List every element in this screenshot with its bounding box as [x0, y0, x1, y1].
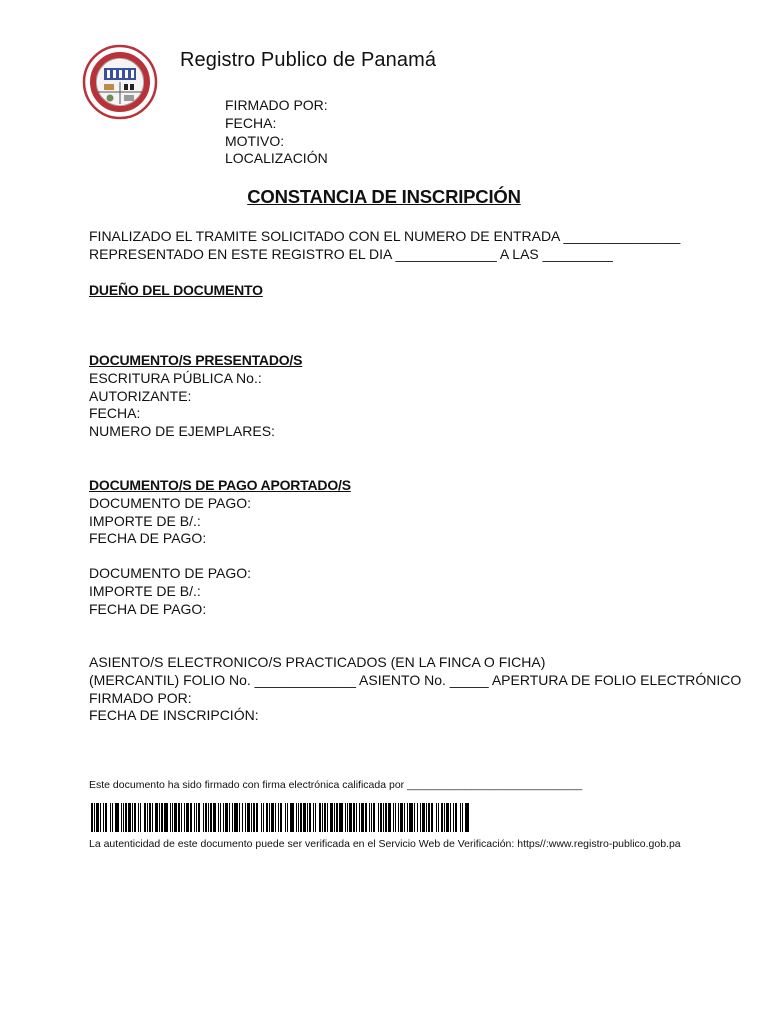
barcode-bar — [347, 803, 348, 832]
barcode-bar — [420, 803, 421, 832]
barcode-bar — [330, 803, 333, 832]
barcode-bar — [428, 803, 430, 832]
barcode-bar — [100, 803, 101, 832]
barcode-bar — [225, 803, 228, 832]
barcode-bar — [336, 803, 338, 832]
barcode-bar — [398, 803, 399, 832]
barcode-bar — [105, 803, 107, 832]
barcode-bar — [147, 803, 148, 832]
barcode-bar — [371, 803, 372, 832]
barcode-bar — [263, 803, 264, 832]
barcode-bar — [196, 803, 197, 832]
barcode-bar — [138, 803, 139, 832]
barcode-bar — [365, 803, 367, 832]
barcode-bar — [132, 803, 133, 832]
barcode-bar — [253, 803, 255, 832]
barcode-bar — [319, 803, 321, 832]
payment-amount-label: IMPORTE DE B/.: — [89, 512, 201, 529]
document-title: CONSTANCIA DE INSCRIPCIÓN — [247, 186, 521, 207]
barcode-bar — [438, 803, 439, 832]
barcode-bar — [309, 803, 311, 832]
barcode-bar — [395, 803, 396, 832]
barcode-bar — [134, 803, 136, 832]
barcode-bar — [275, 803, 276, 832]
barcode-bar — [234, 803, 238, 832]
entries-line-2: (MERCANTIL) FOLIO No. _____________ ASIENTO No. _____ APERTURA DE FOLIO ELECTRÓNICO — [89, 671, 742, 688]
barcode-bar — [465, 803, 469, 832]
authorizer-label: AUTORIZANTE: — [89, 387, 192, 404]
barcode-bar — [194, 803, 195, 832]
org-name: Registro Publico de Panamá — [180, 49, 437, 71]
signed-by-label: FIRMADO POR: — [225, 97, 328, 113]
barcode-bar — [400, 803, 403, 832]
barcode-bar — [178, 803, 180, 832]
barcode-bar — [426, 803, 427, 832]
barcode-bar — [307, 803, 308, 832]
seal-graphic — [82, 44, 158, 120]
barcode-bar — [269, 803, 270, 832]
barcode-bar — [380, 803, 382, 832]
entries-signed-by-label: FIRMADO POR: — [89, 689, 192, 706]
barcode-bar — [393, 803, 394, 832]
owner-heading: DUEÑO DEL DOCUMENTO — [89, 282, 263, 298]
barcode-bar — [322, 803, 323, 832]
deed-label: ESCRITURA PÚBLICA No.: — [89, 369, 262, 386]
documents-date-label: FECHA: — [89, 405, 141, 422]
barcode-bar — [349, 803, 352, 832]
barcode-bar — [361, 803, 364, 832]
barcode-bar — [417, 803, 418, 832]
date-label: FECHA: — [225, 114, 277, 131]
barcode-bar — [431, 803, 433, 832]
barcode-bar — [140, 803, 141, 832]
barcode-bar — [287, 803, 288, 832]
barcode-bar — [261, 803, 262, 832]
barcode-bar — [121, 803, 122, 832]
barcode-bar — [296, 803, 297, 832]
barcode-bar — [112, 803, 113, 832]
entries-line-1: ASIENTO/S ELECTRONICO/S PRACTICADOS (EN LA FINCA O FICHA) — [89, 654, 546, 670]
barcode-bar — [385, 803, 387, 832]
barcode-bar — [220, 803, 221, 832]
barcode-bar — [315, 803, 316, 832]
barcode-bar — [446, 803, 449, 832]
barcode-bar — [300, 803, 302, 832]
barcode-bar — [383, 803, 384, 832]
barcode-bar — [223, 803, 224, 832]
verification-note: La autenticidad de este documento puede ser verificada en el Servicio Web de Verificación: https//:www.registro-publico.gob.pa — [89, 838, 681, 850]
barcode-graphic — [91, 803, 469, 832]
barcode-bar — [324, 803, 326, 832]
barcode-bar — [334, 803, 335, 832]
barcode-bar — [164, 803, 168, 832]
barcode-bar — [128, 803, 131, 832]
barcode-bar — [345, 803, 346, 832]
barcode-bar — [339, 803, 343, 832]
barcode-bar — [125, 803, 127, 832]
barcode-bar — [155, 803, 158, 832]
barcode-bar — [414, 803, 415, 832]
barcode-bar — [198, 803, 200, 832]
intro-line-1: FINALIZADO EL TRAMITE SOLICITADO CON EL NUMERO DE ENTRADA _______________ — [89, 228, 681, 244]
barcode-bar — [103, 803, 104, 832]
barcode-bar — [232, 803, 233, 832]
payments-section — [89, 477, 351, 548]
barcode-bar — [313, 803, 314, 832]
payment-date-label: FECHA DE PAGO: — [89, 600, 207, 617]
barcode-bar — [407, 803, 408, 832]
barcode-bar — [161, 803, 163, 832]
intro-line-2: REPRESENTADO EN ESTE REGISTRO EL DIA _____________ A LAS _________ — [89, 245, 613, 262]
barcode-bar — [144, 803, 146, 832]
barcode-bar — [266, 803, 268, 832]
barcode-bar — [205, 803, 207, 832]
barcode-bar — [378, 803, 379, 832]
entries-section — [89, 654, 741, 725]
barcode-bar — [184, 803, 185, 832]
documents-heading: DOCUMENTO/S PRESENTADO/S — [89, 352, 303, 368]
intro-section — [89, 228, 680, 264]
barcode-bar — [369, 803, 370, 832]
copies-label: NUMERO DE EJEMPLARES: — [89, 423, 275, 440]
barcode-bar — [170, 803, 171, 832]
payments-section-2 — [89, 565, 251, 618]
barcode-bar — [353, 803, 355, 832]
barcode-bar — [149, 803, 151, 832]
barcode-bar — [409, 803, 413, 832]
barcode-bar — [356, 803, 357, 832]
barcode-bar — [152, 803, 153, 832]
barcode-bar — [123, 803, 124, 832]
barcode-bar — [186, 803, 189, 832]
barcode-bar — [450, 803, 451, 832]
barcode-bar — [285, 803, 286, 832]
barcode-bar — [218, 803, 219, 832]
barcode-bar — [174, 803, 177, 832]
barcode-bar — [271, 803, 274, 832]
barcode-bar — [359, 803, 360, 832]
barcode-bar — [280, 803, 282, 832]
inscription-date-label: FECHA DE INSCRIPCIÓN: — [89, 707, 259, 724]
barcode-bar — [327, 803, 328, 832]
barcode-bar — [256, 803, 258, 832]
barcode-bar — [453, 803, 454, 832]
location-label: LOCALIZACIÓN — [225, 150, 328, 167]
owner-section — [89, 282, 263, 300]
barcode-bar — [245, 803, 246, 832]
barcode-bar — [278, 803, 279, 832]
barcode-bar — [94, 803, 95, 832]
barcode-bar — [444, 803, 445, 832]
barcode-bar — [303, 803, 306, 832]
signature-fields — [225, 97, 328, 168]
barcode-bar — [203, 803, 204, 832]
barcode-bar — [436, 803, 437, 832]
barcode-bar — [373, 803, 375, 832]
payment-doc-label: DOCUMENTO DE PAGO: — [89, 565, 252, 581]
barcode-bar — [441, 803, 443, 832]
barcode-bar — [91, 803, 93, 832]
barcode-bar — [190, 803, 192, 832]
barcode-bar — [460, 803, 461, 832]
barcode-bar — [242, 803, 243, 832]
barcode-bar — [462, 803, 463, 832]
barcode-bar — [388, 803, 391, 832]
barcode-bar — [251, 803, 252, 832]
barcode-bar — [159, 803, 160, 832]
signed-note: Este documento ha sido firmado con firma electrónica calificada por ______________________________ — [89, 779, 583, 791]
barcode-bar — [404, 803, 405, 832]
barcode-bar — [247, 803, 250, 832]
barcode-bar — [115, 803, 119, 832]
barcode-bar — [298, 803, 299, 832]
payment-doc-label: DOCUMENTO DE PAGO: — [89, 494, 252, 511]
reason-label: MOTIVO: — [225, 132, 285, 149]
barcode-bar — [422, 803, 425, 832]
barcode — [91, 803, 469, 832]
barcode-bar — [208, 803, 209, 832]
barcode-bar — [290, 803, 294, 832]
barcode-bar — [96, 803, 99, 832]
barcode-bar — [229, 803, 230, 832]
barcode-bar — [210, 803, 212, 832]
documents-section — [89, 352, 302, 441]
barcode-bar — [239, 803, 240, 832]
barcode-bar — [181, 803, 182, 832]
payment-amount-label: IMPORTE DE B/.: — [89, 582, 201, 599]
barcode-bar — [172, 803, 173, 832]
payment-date-label: FECHA DE PAGO: — [89, 530, 207, 547]
barcode-bar — [455, 803, 457, 832]
barcode-bar — [110, 803, 111, 832]
barcode-bar — [213, 803, 216, 832]
registry-seal-logo — [82, 44, 158, 120]
payments-heading: DOCUMENTO/S DE PAGO APORTADO/S — [89, 477, 351, 493]
